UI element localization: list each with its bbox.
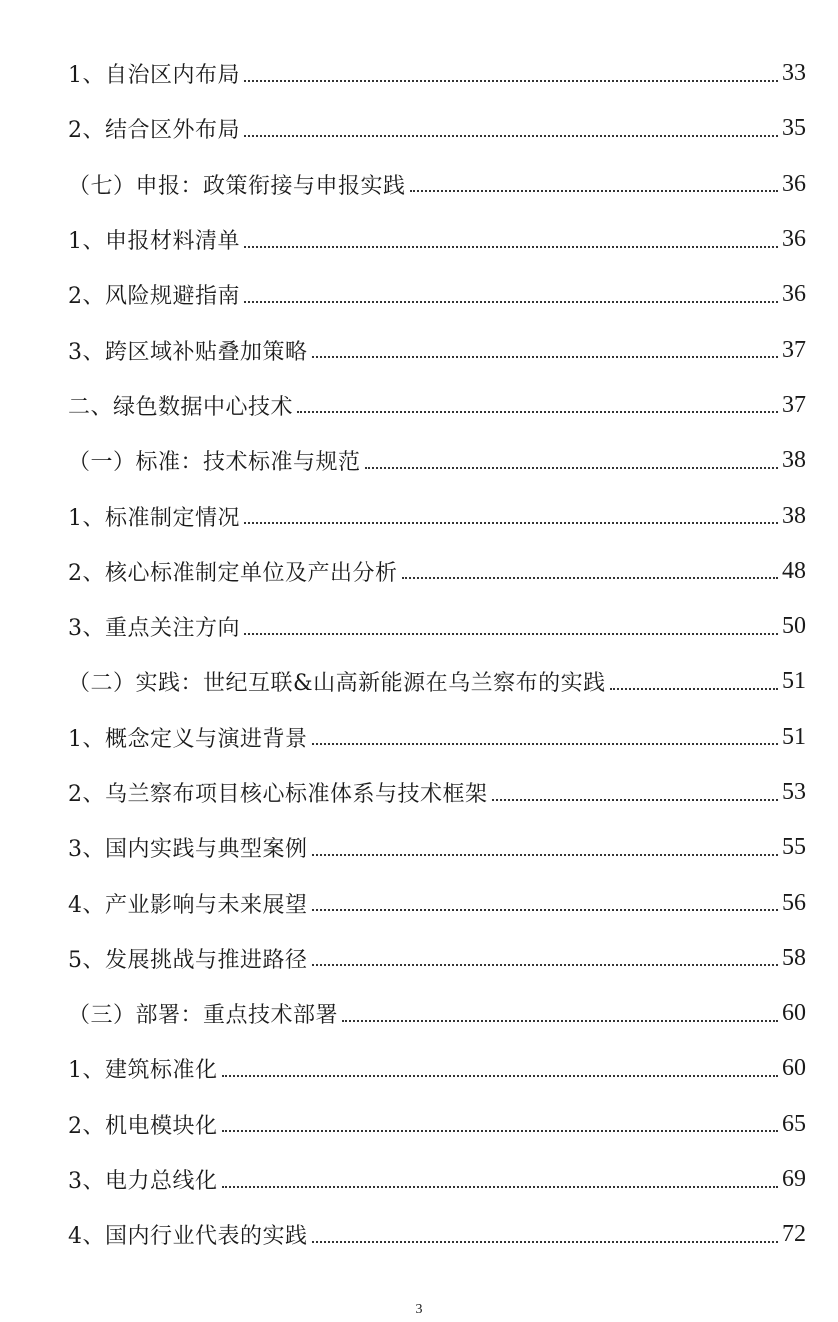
toc-entry-title: 2、结合区外布局 bbox=[68, 118, 240, 144]
toc-entry-page: 33 bbox=[782, 60, 806, 87]
toc-leader-dots bbox=[492, 799, 779, 801]
toc-entry[interactable] bbox=[0, 157, 838, 212]
toc-entry-page: 51 bbox=[782, 668, 806, 695]
toc-leader-dots bbox=[312, 1241, 779, 1243]
toc-entry-page: 51 bbox=[782, 723, 806, 750]
toc-entry[interactable] bbox=[0, 654, 838, 709]
toc-entry-title: 2、乌兰察布项目核心标准体系与技术框架 bbox=[68, 782, 488, 807]
toc-entry[interactable] bbox=[0, 322, 838, 377]
toc-leader-dots bbox=[365, 467, 778, 469]
toc-entry[interactable] bbox=[0, 1097, 838, 1152]
toc-entry-page: 38 bbox=[782, 447, 806, 474]
toc-entry-title: （三）部署：重点技术部署 bbox=[68, 1003, 339, 1029]
table-of-contents bbox=[0, 46, 838, 1263]
toc-entry[interactable] bbox=[0, 1152, 838, 1207]
toc-entry-title: 4、产业影响与未来展望 bbox=[68, 892, 308, 918]
toc-entry-title: 1、建筑标准化 bbox=[68, 1058, 218, 1084]
toc-entry[interactable] bbox=[0, 378, 838, 433]
toc-entry-title: 2、机电模块化 bbox=[68, 1113, 218, 1139]
toc-leader-dots bbox=[312, 743, 779, 745]
toc-entry-page: 60 bbox=[782, 1055, 806, 1082]
toc-leader-dots bbox=[312, 964, 779, 966]
toc-entry-page: 53 bbox=[782, 779, 806, 805]
toc-leader-dots bbox=[312, 854, 779, 856]
toc-leader-dots bbox=[222, 1186, 779, 1188]
toc-entry-page: 55 bbox=[782, 834, 806, 861]
toc-entry-page: 48 bbox=[782, 557, 806, 584]
toc-entry-title: 3、国内实践与典型案例 bbox=[68, 837, 308, 863]
toc-entry-title: （一）标准：技术标准与规范 bbox=[68, 450, 361, 476]
toc-entry-page: 37 bbox=[782, 391, 806, 418]
toc-entry-title: 1、申报材料清单 bbox=[68, 229, 240, 255]
toc-entry[interactable] bbox=[0, 1207, 838, 1262]
toc-entry-page: 35 bbox=[782, 115, 806, 142]
toc-leader-dots bbox=[244, 135, 778, 137]
toc-entry-title: （七）申报：政策衔接与申报实践 bbox=[68, 173, 406, 199]
toc-entry-page: 36 bbox=[782, 226, 806, 253]
toc-entry[interactable] bbox=[0, 267, 838, 322]
toc-leader-dots bbox=[610, 688, 778, 690]
toc-entry-page: 65 bbox=[782, 1110, 806, 1137]
toc-entry[interactable] bbox=[0, 765, 838, 820]
toc-entry-page: 36 bbox=[782, 170, 806, 197]
toc-entry-page: 58 bbox=[782, 944, 806, 971]
toc-entry[interactable] bbox=[0, 931, 838, 986]
toc-entry-title: 2、核心标准制定单位及产出分析 bbox=[68, 560, 398, 586]
toc-entry-title: 4、国内行业代表的实践 bbox=[68, 1224, 308, 1250]
page-number: 3 bbox=[415, 1302, 423, 1317]
toc-entry[interactable] bbox=[0, 433, 838, 488]
toc-leader-dots bbox=[244, 301, 778, 303]
toc-entry[interactable] bbox=[0, 212, 838, 267]
toc-leader-dots bbox=[244, 246, 778, 248]
toc-entry-page: 38 bbox=[782, 502, 806, 529]
toc-entry-title: 3、电力总线化 bbox=[68, 1169, 218, 1195]
toc-leader-dots bbox=[342, 1020, 778, 1022]
toc-entry[interactable] bbox=[0, 986, 838, 1041]
toc-entry-title: 3、跨区域补贴叠加策略 bbox=[68, 339, 308, 365]
toc-entry-title: 1、标准制定情况 bbox=[68, 505, 240, 531]
toc-entry-page: 60 bbox=[782, 1000, 806, 1027]
toc-entry-title: 1、自治区内布局 bbox=[68, 63, 240, 89]
toc-leader-dots bbox=[312, 909, 779, 911]
toc-leader-dots bbox=[297, 411, 778, 413]
toc-entry[interactable] bbox=[0, 544, 838, 599]
toc-entry-title: 3、重点关注方向 bbox=[68, 616, 240, 642]
toc-leader-dots bbox=[222, 1130, 779, 1132]
toc-entry-title: 5、发展挑战与推进路径 bbox=[68, 947, 308, 973]
toc-entry[interactable] bbox=[0, 488, 838, 543]
toc-entry-title: 2、风险规避指南 bbox=[68, 284, 240, 310]
toc-leader-dots bbox=[222, 1075, 779, 1077]
toc-entry-page: 36 bbox=[782, 281, 806, 308]
toc-entry[interactable] bbox=[0, 875, 838, 930]
toc-entry-title: 1、概念定义与演进背景 bbox=[68, 726, 308, 752]
toc-entry[interactable] bbox=[0, 46, 838, 101]
toc-entry-title: （二）实践：世纪互联&山高新能源在乌兰察布的实践 bbox=[68, 671, 606, 697]
toc-leader-dots bbox=[244, 522, 778, 524]
toc-entry-title: 二、绿色数据中心技术 bbox=[68, 394, 294, 420]
toc-entry-page: 50 bbox=[782, 613, 806, 640]
toc-leader-dots bbox=[410, 190, 778, 192]
toc-entry-page: 69 bbox=[782, 1166, 806, 1193]
toc-leader-dots bbox=[244, 80, 778, 82]
toc-entry-page: 37 bbox=[782, 336, 806, 363]
toc-entry-page: 56 bbox=[782, 889, 806, 916]
toc-leader-dots bbox=[244, 633, 778, 635]
toc-leader-dots bbox=[402, 577, 779, 579]
toc-entry-page: 72 bbox=[782, 1221, 806, 1248]
toc-entry[interactable] bbox=[0, 599, 838, 654]
toc-entry[interactable] bbox=[0, 101, 838, 156]
toc-entry[interactable] bbox=[0, 1041, 838, 1096]
toc-entry[interactable] bbox=[0, 820, 838, 875]
toc-leader-dots bbox=[312, 356, 779, 358]
toc-entry[interactable] bbox=[0, 710, 838, 765]
